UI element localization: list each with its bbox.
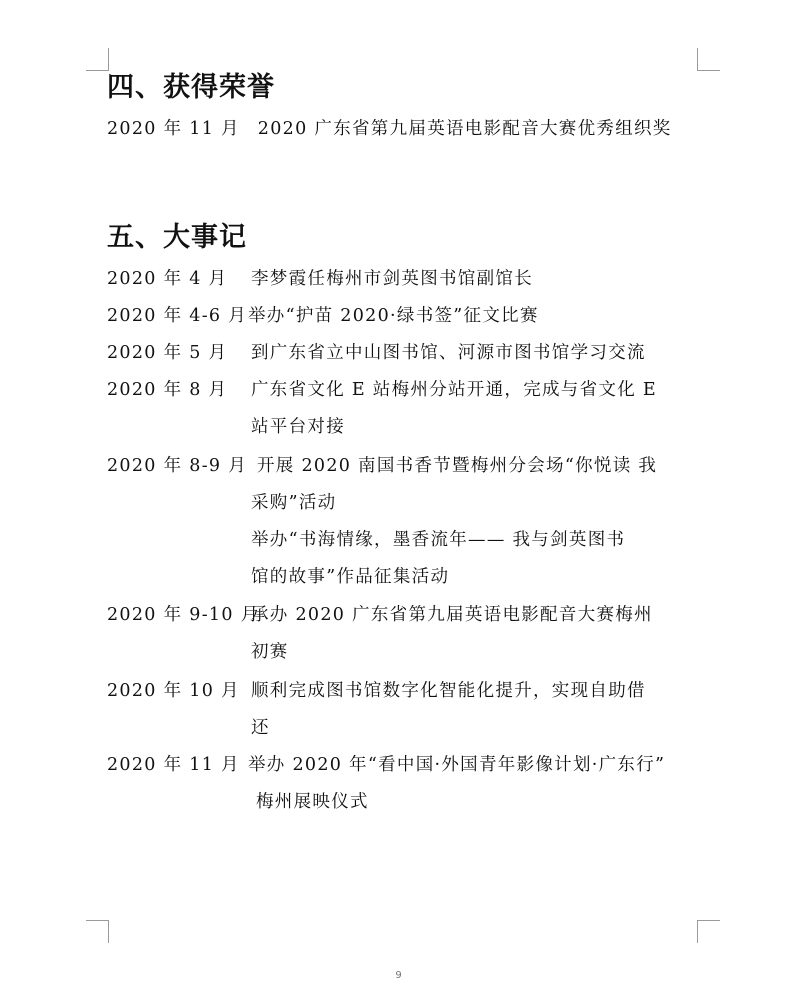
- crop-mark-top-right: [697, 48, 720, 71]
- event-line: 站平台对接: [251, 417, 345, 437]
- event-line: 采购”活动: [251, 493, 337, 513]
- event-line: 初赛: [251, 642, 289, 662]
- event-date: 2020 年 4 月: [107, 269, 228, 289]
- event-line: 顺利完成图书馆数字化智能化提升，实现自助借: [251, 681, 646, 701]
- event-description: [248, 298, 698, 335]
- event-line: 李梦霞任梅州市剑英图书馆副馆长: [251, 269, 533, 289]
- event-description: [251, 372, 701, 446]
- event-description: [251, 597, 701, 671]
- event-line: 举办“书海情缘，墨香流年—— 我与剑英图书: [251, 530, 626, 550]
- event-description: [251, 261, 701, 298]
- event-date: 2020 年 5 月: [107, 343, 228, 363]
- event-line: 举办“护苗 2020·绿书签”征文比赛: [248, 306, 539, 326]
- event-line: 开展 2020 南国书香节暨梅州分会场“你悦读 我: [257, 456, 658, 476]
- event-date: 2020 年 4-6 月: [107, 306, 248, 326]
- honor-date: 2020 年 11 月: [107, 119, 240, 139]
- event-description: [251, 448, 707, 596]
- section-heading-events: 五、大事记: [107, 222, 247, 253]
- event-line: 广东省文化 E 站梅州分站开通，完成与省文化 E: [251, 380, 657, 400]
- event-line: 梅州展映仪式: [256, 792, 369, 812]
- crop-mark-top-left: [86, 48, 109, 71]
- event-line: 馆的故事”作品征集活动: [251, 567, 450, 587]
- event-date: 2020 年 10 月: [107, 681, 240, 701]
- event-description: [251, 673, 701, 747]
- event-date: 2020 年 11 月: [107, 755, 240, 775]
- event-description: [251, 335, 701, 372]
- honor-description: 2020 广东省第九届英语电影配音大赛优秀组织奖: [257, 119, 672, 139]
- event-date: 2020 年 9-10 月: [107, 605, 260, 625]
- event-description: [248, 747, 698, 821]
- event-line: 还: [251, 718, 270, 738]
- section-heading-honors: 四、获得荣誉: [107, 72, 275, 103]
- honor-entry: [107, 114, 672, 144]
- event-line: 到广东省立中山图书馆、河源市图书馆学习交流: [251, 343, 646, 363]
- crop-mark-bottom-left: [86, 920, 109, 943]
- event-date: 2020 年 8 月: [107, 380, 228, 400]
- page-number: 9: [395, 970, 402, 981]
- event-line: 举办 2020 年“看中国·外国青年影像计划·广东行”: [248, 755, 666, 775]
- event-line: 承办 2020 广东省第九届英语电影配音大赛梅州: [251, 605, 653, 625]
- event-date: 2020 年 8-9 月: [107, 456, 248, 476]
- crop-mark-bottom-right: [697, 920, 720, 943]
